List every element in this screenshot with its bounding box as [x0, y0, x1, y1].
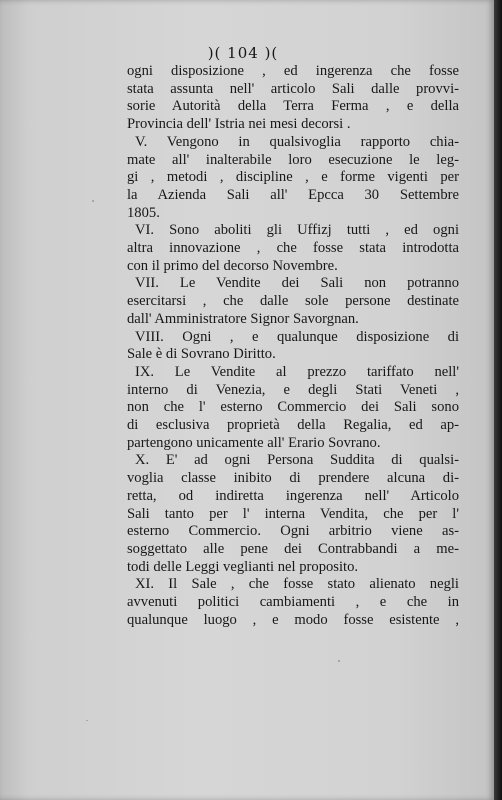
text-line: stata assunta nell' articolo Sali dalle provvi- — [127, 80, 459, 97]
paper-speck — [338, 660, 340, 662]
paper-speck — [92, 200, 94, 202]
text-line: todi delle Leggi veglianti nel proposito. — [127, 558, 359, 575]
text-line: VIII. Ogni , e qualunque disposizione di — [135, 328, 459, 345]
text-line: retta, od indiretta ingerenza nell' Articolo — [127, 487, 459, 504]
text-line: qualunque luogo , e modo fosse esistente , — [127, 611, 459, 628]
text-line: IX. Le Vendite al prezzo tariffato nell' — [135, 363, 459, 380]
text-line: voglia classe inibito di prendere alcuna di- — [127, 470, 459, 487]
text-line: dall' Amministratore Signor Savorgnan. — [127, 310, 359, 327]
text-line: 1805. — [127, 204, 160, 221]
text-line: non che l' esterno Commercio dei Sali sono — [127, 399, 459, 416]
text-line: Provincia dell' Istria nei mesi decorsi . — [127, 116, 351, 133]
text-line: mate all' inalterabile loro esecuzione le leg- — [127, 151, 459, 168]
text-line: Sale è di Sovrano Diritto. — [127, 346, 276, 363]
text-line: VI. Sono aboliti gli Uffizj tutti , ed ogni — [135, 222, 459, 239]
page-edge-shadow — [494, 0, 502, 800]
text-line: soggettato alle pene dei Contrabbandi a me- — [127, 540, 459, 557]
text-line: ogni disposizione , ed ingerenza che fosse — [127, 63, 459, 79]
text-line: X. E' ad ogni Persona Suddita di qualsi- — [135, 452, 459, 469]
page-number: )( 104 )( — [207, 44, 279, 62]
text-line: altra innovazione , che fosse stata introdotta — [127, 240, 459, 257]
text-line: di esclusiva proprietà della Regalia, ed ap- — [127, 417, 459, 434]
text-line: sorie Autorità della Terra Ferma , e della — [127, 98, 459, 115]
text-line: XI. Il Sale , che fosse stato alienato negli — [135, 576, 459, 593]
text-line: esterno Commercio. Ogni arbitrio viene as- — [127, 523, 459, 540]
text-line: la Azienda Sali all' Epcca 30 Settembre — [127, 186, 459, 203]
text-line: con il primo del decorso Novembre. — [127, 257, 338, 274]
text-line: interno di Venezia, e degli Stati Veneti , — [127, 381, 459, 398]
text-line: gi , metodi , discipline , e forme vigenti per — [127, 169, 459, 186]
text-line: V. Vengono in qualsivoglia rapporto chia- — [135, 133, 459, 150]
text-line: partengono unicamente all' Erario Sovrano. — [127, 434, 381, 451]
text-line: VII. Le Vendite dei Sali non potranno — [135, 275, 459, 292]
text-line: Sali tanto per l' interna Vendita, che per l' — [127, 505, 459, 522]
text-line: esercitarsi , che dalle sole persone destinate — [127, 293, 459, 310]
paper-speck — [86, 720, 88, 721]
page-body-text — [127, 63, 459, 630]
text-line: avvenuti politici cambiamenti , e che in — [127, 594, 459, 611]
